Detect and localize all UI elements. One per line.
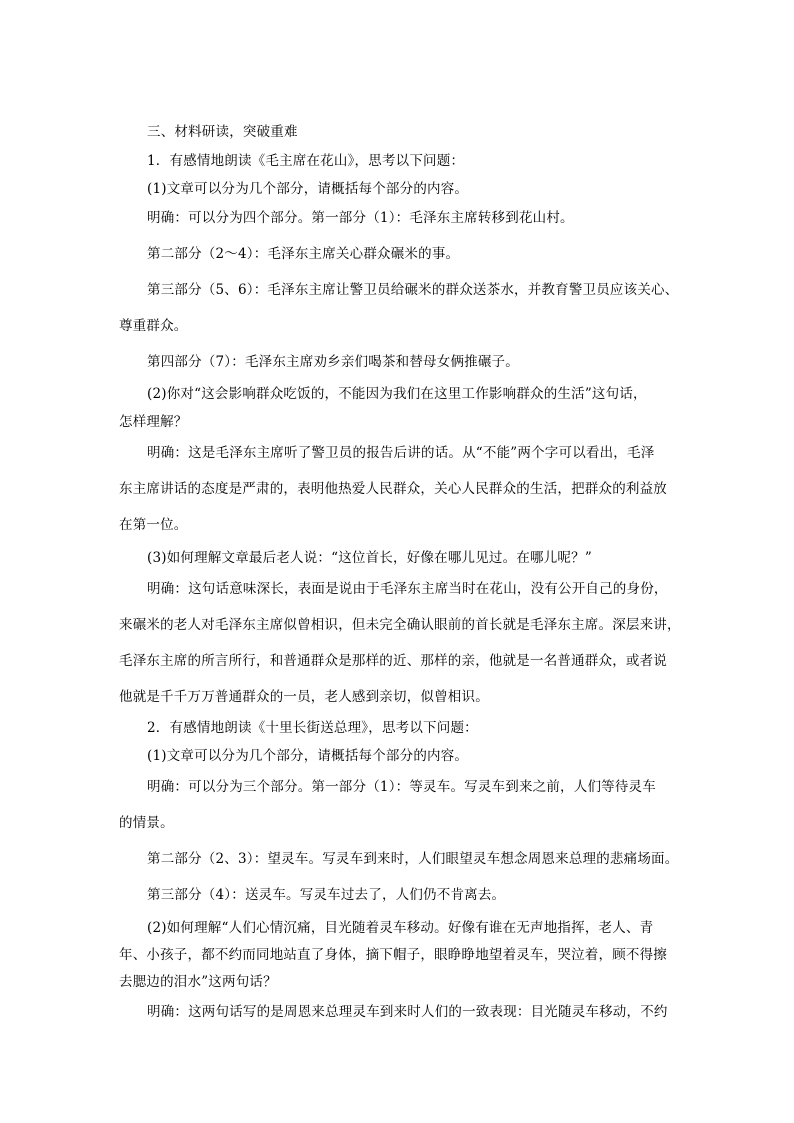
question-2-2: (2)如何理解“人们心情沉痛，目光随着灵车移动。好像有谁在无声地指挥，老人、青 xyxy=(147,920,654,936)
answer-1-1-line: 第二部分（2～4）：毛泽东主席关心群众碾米的事。 xyxy=(147,246,460,262)
question-2-heading: 2．有感情地朗读《十里长街送总理》，思考以下问题： xyxy=(147,720,478,736)
question-1-1: (1)文章可以分为几个部分，请概括每个部分的内容。 xyxy=(147,181,469,197)
answer-2-1-line: 第二部分（2、3）：望灵车。写灵车到来时，人们眼望灵车想念周恩来总理的悲痛场面。 xyxy=(147,851,679,867)
question-2-2: 去腮边的泪水”这两句话？ xyxy=(119,974,277,990)
question-1-heading: 1．有感情地朗读《毛主席在花山》，思考以下问题： xyxy=(147,153,465,169)
answer-2-1-line: 第三部分（4）：送灵车。写灵车过去了，人们仍不肯离去。 xyxy=(147,887,506,903)
answer-1-3-line: 毛泽东主席的所言所行，和普通群众是那样的近、那样的亲，他就是一名普通群众，或者说 xyxy=(119,653,667,669)
question-1-3: (3)如何理解文章最后老人说：“这位首长，好像在哪儿见过。在哪儿呢？” xyxy=(147,550,592,566)
answer-2-1-line: 明确：可以分为三个部分。第一部分（1）：等灵车。写灵车到来之前，人们等待灵车 xyxy=(147,779,656,795)
question-2-1: (1)文章可以分为几个部分，请概括每个部分的内容。 xyxy=(147,748,469,764)
answer-1-2-line: 在第一位。 xyxy=(119,517,188,533)
answer-1-1-line: 尊重群众。 xyxy=(119,318,188,334)
section-heading: 三、材料研读，突破重难 xyxy=(147,124,298,140)
answer-1-1-line: 第三部分（5、6）：毛泽东主席让警卫员给碾米的群众送茶水，并教育警卫员应该关心、 xyxy=(147,282,679,298)
answer-1-1-line: 第四部分（7）：毛泽东主席劝乡亲们喝茶和替母女俩推碾子。 xyxy=(147,354,519,370)
answer-2-1-line: 的情景。 xyxy=(119,815,174,831)
answer-1-3-line: 来碾米的老人对毛泽东主席似曾相识，但未完全确认眼前的首长就是毛泽东主席。深层来讲， xyxy=(119,617,681,633)
answer-2-2-line: 明确：这两句话写的是周恩来总理灵车到来时人们的一致表现：目光随灵车移动，不约 xyxy=(147,1004,668,1020)
answer-1-1-line: 明确：可以分为四个部分。第一部分（1）：毛泽东主席转移到花山村。 xyxy=(147,210,574,226)
answer-1-2-line: 东主席讲话的态度是严肃的，表明他热爱人民群众，关心人民群众的生活，把群众的利益放 xyxy=(119,481,667,497)
answer-1-3-line: 他就是千千万万普通群众的一员，老人感到亲切，似曾相识。 xyxy=(119,689,489,705)
question-2-2: 年、小孩子，都不约而同地站直了身体，摘下帽子，眼睁睁地望着灵车，哭泣着，顾不得擦 xyxy=(119,947,667,963)
question-1-2: 怎样理解？ xyxy=(119,414,188,430)
answer-1-3-line: 明确：这句话意味深长，表面是说由于毛泽东主席当时在花山，没有公开自己的身份， xyxy=(147,581,668,597)
question-1-2: (2)你对“这会影响群众吃饭的，不能因为我们在这里工作影响群众的生活”这句话， xyxy=(147,386,647,402)
answer-1-2-line: 明确：这是毛泽东主席听了警卫员的报告后讲的话。从“不能”两个字可以看出，毛泽 xyxy=(147,445,655,461)
